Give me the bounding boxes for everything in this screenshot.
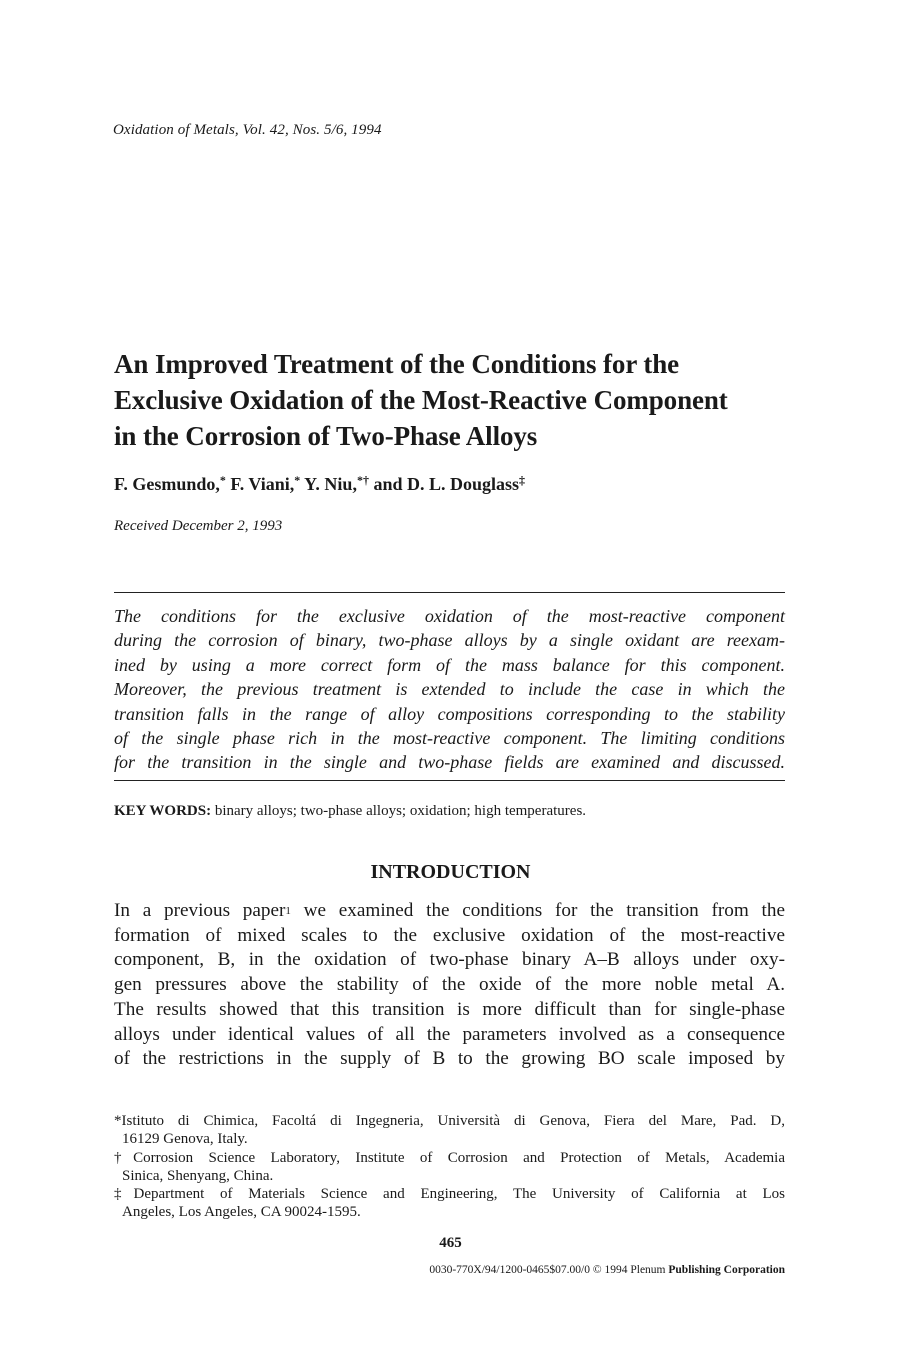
affiliation-mark: *†	[356, 473, 369, 487]
intro-text: In a previous paper	[114, 900, 286, 921]
intro-line: component, B, in the oxidation of two-phase binary A–B alloys under oxy-	[114, 949, 785, 971]
article-title	[114, 346, 814, 454]
reference-1: 1	[285, 905, 291, 917]
footnote-line: Sinica, Shenyang, China.	[122, 1167, 274, 1184]
journal-citation: Oxidation of Metals, Vol. 42, Nos. 5/6, 1994	[113, 122, 382, 138]
abstract-line: ined by using a more correct form of the mass balance for this component.	[114, 654, 785, 675]
footnote-line: *Istituto di Chimica, Facoltá di Ingegneria, Università di Genova, Fiera del Mare, Pad. D,	[114, 1113, 785, 1129]
abstract-line: The conditions for the exclusive oxidation of the most-reactive component	[114, 606, 785, 626]
intro-line: formation of mixed scales to the exclusive oxidation of the most-reactive	[114, 924, 785, 946]
footnotes	[114, 1112, 785, 1222]
abstract	[114, 604, 785, 775]
intro-line: gen pressures above the stability of the oxide of the more noble metal A.	[114, 974, 785, 996]
abstract-line: Moreover, the previous treatment is extended to include the case in which the	[114, 679, 785, 700]
abstract-top-rule	[114, 592, 785, 593]
title-line-1: An Improved Treatment of the Conditions for the	[114, 349, 680, 379]
keywords-label: KEY WORDS:	[114, 803, 212, 819]
affiliation-mark: *	[294, 473, 301, 487]
intro-line: alloys under identical values of all the parameters involved as a consequence	[114, 1023, 785, 1045]
page-number: 465	[439, 1235, 462, 1251]
title-line-2: Exclusive Oxidation of the Most-Reactive Component	[114, 385, 728, 415]
copyright-line	[370, 1264, 785, 1276]
footnote-line: ‡Department of Materials Science and Engineering, The University of California at Los	[114, 1186, 785, 1203]
footnote-line: 16129 Genova, Italy.	[122, 1131, 248, 1148]
introduction-body	[114, 899, 785, 1072]
footnote-ucla	[114, 1185, 785, 1222]
footnote-shenyang	[114, 1149, 785, 1186]
affiliation-mark: *	[219, 473, 226, 487]
intro-text: we examined the conditions for the transition from the	[290, 900, 785, 921]
title-line-3: in the Corrosion of Two-Phase Alloys	[114, 421, 538, 451]
section-heading-introduction: INTRODUCTION	[370, 861, 531, 883]
intro-line: of the restrictions in the supply of B to the growing BO scale imposed by	[114, 1048, 785, 1070]
abstract-line: during the corrosion of binary, two-phase alloys by a single oxidant are reexam-	[114, 630, 785, 651]
keywords-text: binary alloys; two-phase alloys; oxidation; high temperatures.	[211, 803, 587, 819]
footnote-line: †Corrosion Science Laboratory, Institute of Corrosion and Protection of Metals, Academia	[114, 1149, 785, 1166]
author-viani: F. Viani,	[225, 474, 295, 494]
abstract-line: of the single phase rich in the most-reactive component. The limiting conditions	[114, 728, 785, 749]
abstract-line: for the transition in the single and two-phase fields are examined and discussed.	[114, 752, 785, 773]
intro-line: The results showed that this transition is more difficult than for single-phase	[114, 998, 785, 1020]
abstract-bottom-rule	[114, 780, 785, 781]
author-gesmundo: F. Gesmundo,	[114, 474, 220, 494]
footnote-genova	[114, 1112, 785, 1149]
author-list	[114, 474, 525, 495]
author-niu: Y. Niu,	[300, 474, 357, 494]
publisher-name: Publishing Corporation	[668, 1264, 785, 1276]
author-douglass: and D. L. Douglass	[368, 474, 519, 494]
footnote-line: Angeles, Los Angeles, CA 90024-1595.	[122, 1204, 361, 1221]
keywords	[114, 803, 586, 820]
copyright-code: 0030-770X/94/1200-0465$07.00/0 © 1994 Plenum	[429, 1264, 669, 1276]
intro-line	[114, 899, 785, 924]
received-date: Received December 2, 1993	[114, 518, 283, 534]
affiliation-mark: ‡	[519, 473, 525, 487]
abstract-line: transition falls in the range of alloy compositions corresponding to the stability	[114, 703, 785, 724]
